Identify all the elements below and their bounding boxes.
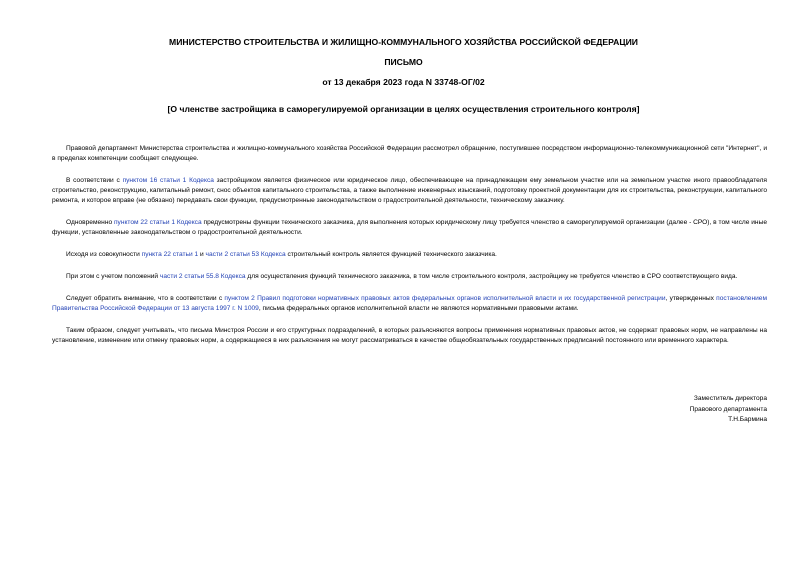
paragraph-1-text: Правовой департамент Министерства строительства и жилищно-коммунального хозяйства Российской Федерации рассмотрел обращение, поступившее посредством информационно-телекоммуникационной сети "Интернет", и в пределах компетенции сообщает следующее.: [52, 145, 767, 162]
paragraph-3-text-a: Одновременно: [66, 219, 114, 226]
paragraph-2-text-b: застройщиком является физическое или юридическое лицо, обеспечивающее на принадлежащем ему земельном участке или на земельном участке иного правообладателя строительство, реконструкцию, капитальный ремонт, снос объектов капитального строительства, а также выполнение инженерных изысканий, подготовку проектной документации для их строительства, реконструкции, капитального ремонта, и которое вправе (не обязано) передавать свои функции, предусмотренные законодательством о градостроительной деятельности, техническому заказчику.: [52, 177, 767, 204]
signatory-position-line-2: Правового департамента: [689, 405, 767, 413]
paragraph-5-text-a: При этом с учетом положений: [66, 273, 160, 280]
signatory-position-line-1: Заместитель директора: [693, 395, 767, 402]
paragraph-6-text-a: Следует обратить внимание, что в соответствии с: [66, 295, 225, 302]
link-part-2-article-53[interactable]: части 2 статьи 53 Кодекса: [205, 251, 286, 258]
paragraph-7: [52, 326, 767, 346]
document-type: ПИСЬМО: [384, 57, 423, 67]
link-clause-22-article-1[interactable]: пунктом 22 статьи 1 Кодекса: [113, 219, 202, 226]
paragraph-5-text-b: для осуществления функций технического заказчика, в том числе строительного контроля, застройщику не требуется членство в СРО соответствующего вида.: [245, 273, 738, 280]
paragraph-4-text-a: Исходя из совокупности: [66, 251, 142, 258]
letter-body: [52, 144, 767, 358]
document-subject: [О членстве застройщика в саморегулируемой организации в целях осуществления строительного контроля]: [167, 104, 640, 114]
paragraph-3: [52, 218, 767, 238]
paragraph-4-text-c: строительный контроль является функцией технического заказчика.: [285, 251, 497, 258]
signature-block: [690, 394, 767, 426]
ministry-heading: МИНИСТЕРСТВО СТРОИТЕЛЬСТВА И ЖИЛИЩНО-КОММУНАЛЬНОГО ХОЗЯЙСТВА РОССИЙСКОЙ ФЕДЕРАЦИИ: [169, 37, 638, 47]
signatory-name: Т.Н.Бармина: [728, 416, 767, 423]
paragraph-2: [52, 176, 767, 206]
link-government-resolution-1009[interactable]: постановлением Правительства Российской Федерации от 13 августа 1997 г. N 1009: [52, 295, 768, 312]
paragraph-6: [52, 294, 767, 314]
paragraph-5: [52, 272, 767, 282]
paragraph-7-text: Таким образом, следует учитывать, что письма Минстроя России и его структурных подразделений, в которых разъясняются вопросы применения нормативных правовых актов, не содержат правовых норм, не направлены на установление, изменение или отмену правовых норм, а содержащиеся в них разъяснения не могут рассматриваться в качестве общеобязательных государственных предписаний постоянного или временного характера.: [52, 327, 767, 344]
paragraph-1: [52, 144, 767, 164]
paragraph-6-text-b: , утвержденных: [665, 295, 717, 302]
paragraph-3-text-b: предусмотрены функции технического заказчика, для выполнения которых юридическому лицу требуется членство в саморегулируемой организации (далее - СРО), в том числе иные функции, установленные законодательством о градостроительной деятельности.: [52, 219, 767, 236]
link-clause-16-article-1[interactable]: пунктом 16 статьи 1 Кодекса: [122, 177, 214, 184]
document-date-number: от 13 декабря 2023 года N 33748-ОГ/02: [322, 77, 485, 87]
paragraph-4-text-b: и: [198, 251, 206, 258]
paragraph-6-text-c: , письма федеральных органов исполнительной власти не являются нормативными правовыми актами.: [258, 305, 579, 312]
link-clause-22-article-1-combined[interactable]: пункта 22 статьи 1: [141, 251, 199, 258]
paragraph-4: [52, 250, 767, 260]
link-part-2-article-55-8[interactable]: части 2 статьи 55.8 Кодекса: [159, 273, 246, 280]
link-rules-clause-2[interactable]: пунктом 2 Правил подготовки нормативных правовых актов федеральных органов исполнительной власти и их государственной регистрации: [224, 295, 666, 302]
paragraph-2-text-a: В соответствии с: [66, 177, 123, 184]
